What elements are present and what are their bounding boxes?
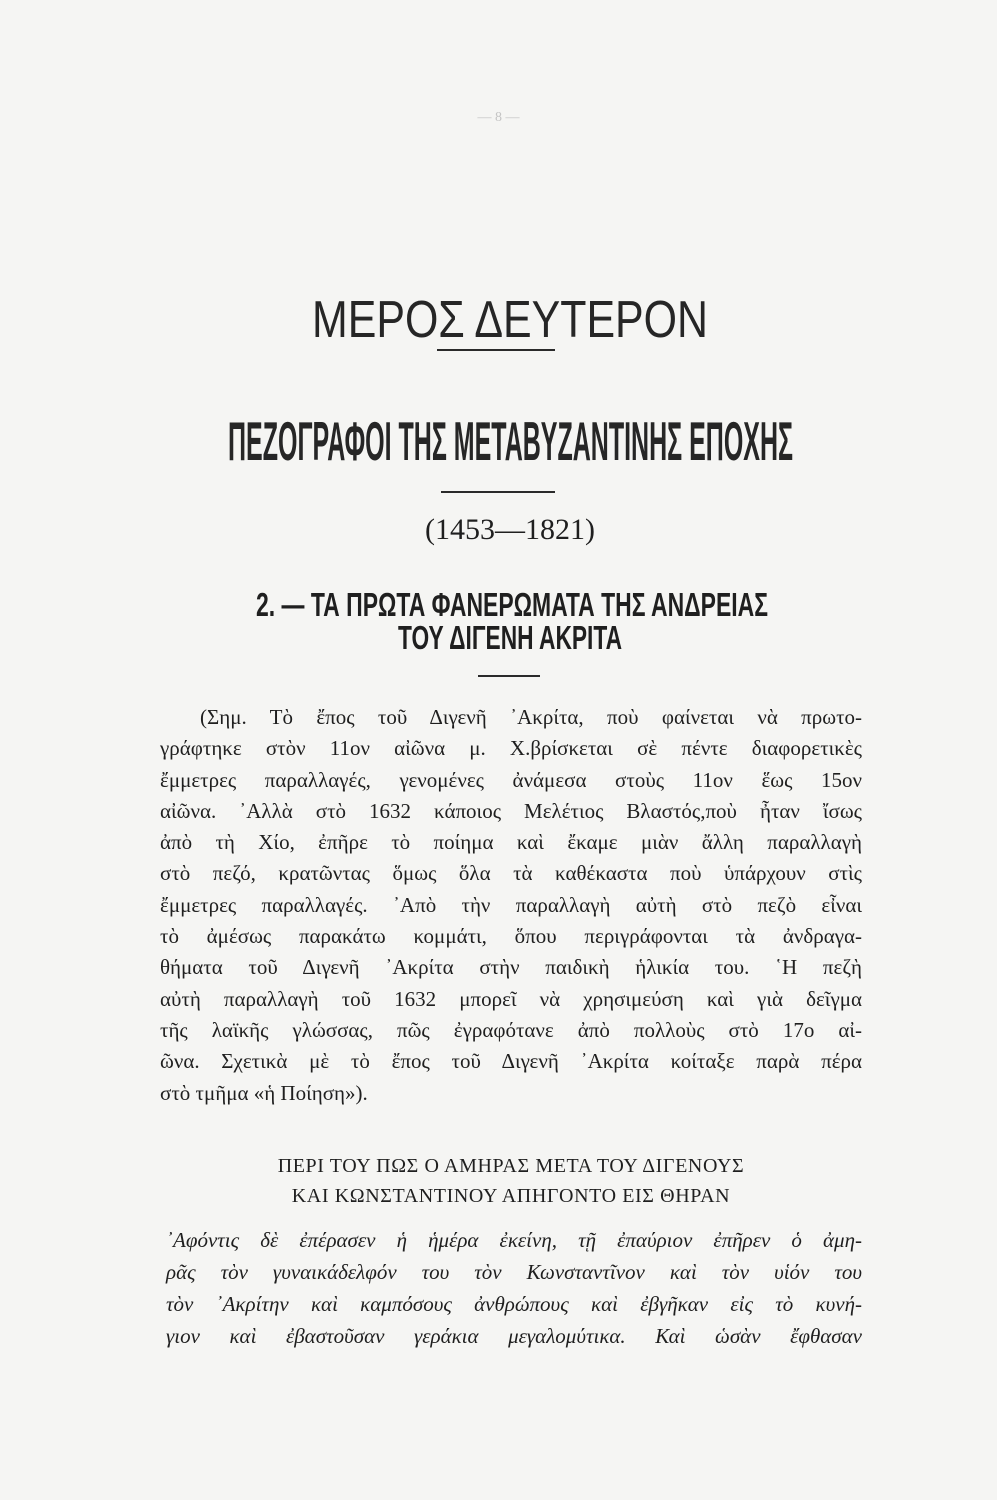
note-line: στὸ τμῆμα «ἡ Ποίηση»). (160, 1080, 368, 1105)
excerpt-heading-line: ΚΑΙ ΚΩΝΣΤΑΝΤΙΝΟΥ ΑΠΗΓΟΝΤΟ ΕΙΣ ΘΗΡΑΝ (291, 1185, 731, 1207)
part-title (312, 292, 708, 348)
excerpt-line: ρᾶς τὸν γυναικάδελφόν του τὸν Κωνσταντῖνον καὶ τὸν υἱόν του (166, 1260, 862, 1284)
excerpt-line: ᾿Αφόντις δὲ ἐπέρασεν ἡ ἡμέρα ἐκείνη, τῇ ἐπαύριον ἐπῆρεν ὁ ἀμη- (166, 1228, 862, 1252)
editor-note (160, 702, 862, 1109)
note-line: αὐτὴ παραλλαγὴ τοῦ 1632 μπορεῖ νὰ χρησιμεύση καὶ γιὰ δεῖγμα (160, 986, 862, 1011)
chapter-title-line-2 (398, 619, 622, 657)
note-line: στὸ πεζό, κρατῶντας ὅμως ὅλα τὰ καθέκαστα ποὺ ὑπάρχουν στὶς (160, 861, 862, 886)
excerpt-heading-line: ΠΕΡΙ ΤΟΥ ΠΩΣ Ο ΑΜΗΡΑΣ ΜΕΤΑ ΤΟΥ ΔΙΓΕΝΟΥΣ (277, 1155, 745, 1177)
chapter-title-line-1-text: 2. — ΤΑ ΠΡΩΤΑ ΦΑΝΕΡΩΜΑΤΑ ΤΗΣ ΑΝΔΡΕΙΑΣ (256, 586, 768, 623)
note-line: (Σημ. Τὸ ἔπος τοῦ Διγενῆ ᾿Ακρίτα, ποὺ φαίνεται νὰ πρωτο- (200, 705, 862, 729)
note-line: τὸ ἀμέσως παρακάτω κομμάτι, ὅπου περιγράφονται τὰ ἀνδραγα- (160, 924, 862, 949)
excerpt-line: τὸν ᾿Ακρίτην καὶ καμπόσους ἀνθρώπους καὶ ἐβγῆκαν εἰς τὸ κυνή- (166, 1292, 862, 1316)
note-line: αἰῶνα. ᾿Αλλὰ στὸ 1632 κάποιος Μελέτιος Βλαστός,ποὺ ἦταν ἴσως (160, 798, 862, 823)
note-line: ἔμμετρες παραλλαγές. ᾿Απὸ τὴν παραλλαγὴ αὐτὴ στὸ πεζὸ εἶναι (160, 892, 862, 917)
period-dates (425, 510, 595, 550)
note-line: ῶνα. Σχετικὰ μὲ τὸ ἔπος τοῦ Διγενῆ ᾿Ακρίτα κοίταξε παρὰ πέρα (160, 1049, 862, 1074)
section-title-text: ΠΕΖΟΓΡΑΦΟΙ ΤΗΣ ΜΕΤΑΒΥΖΑΝΤΙΝΗΣ ΕΠΟΧΗΣ (228, 410, 793, 472)
note-line: τῆς λαϊκῆς γλώσσας, πῶς ἐγραφότανε ἀπὸ πολλοὺς στὸ 17ο αἰ- (160, 1017, 862, 1042)
chapter-divider (478, 675, 540, 677)
note-line: γράφτηκε στὸν 11ον αἰῶνα μ. Χ.βρίσκεται σὲ πέντε διαφορετικὲς (160, 736, 862, 761)
period-dates-text: (1453—1821) (425, 513, 595, 546)
chapter-title-line-2-text: ΤΟΥ ΔΙΓΕΝΗ ΑΚΡΙΤΑ (398, 619, 622, 656)
note-line: θήματα τοῦ Διγενῆ ᾿Ακρίτα στὴν παιδικὴ ἡλικία του. ῾Η πεζὴ (160, 955, 862, 980)
part-title-text: ΜΕΡΟΣ ΔΕΥΤΕΡΟΝ (312, 291, 708, 349)
title-divider (437, 349, 555, 351)
excerpt-line: γιον καὶ ἐβαστοῦσαν γεράκια μεγαλομύτικα. Καὶ ὡσὰν ἔφθασαν (166, 1324, 862, 1348)
note-line: ἀπὸ τὴ Χίο, ἐπῆρε τὸ ποίημα καὶ ἔκαμε μιὰν ἄλλη παραλλαγὴ (160, 830, 862, 855)
note-line: ἔμμετρες παραλλαγές, γενομένες ἀνάμεσα στοὺς 11ον ἕως 15ον (160, 767, 862, 792)
excerpt-heading (160, 1151, 862, 1211)
section-title (228, 410, 793, 472)
section-divider (441, 491, 555, 493)
excerpt-text (166, 1224, 862, 1352)
page-number: — 8 — (477, 110, 520, 125)
